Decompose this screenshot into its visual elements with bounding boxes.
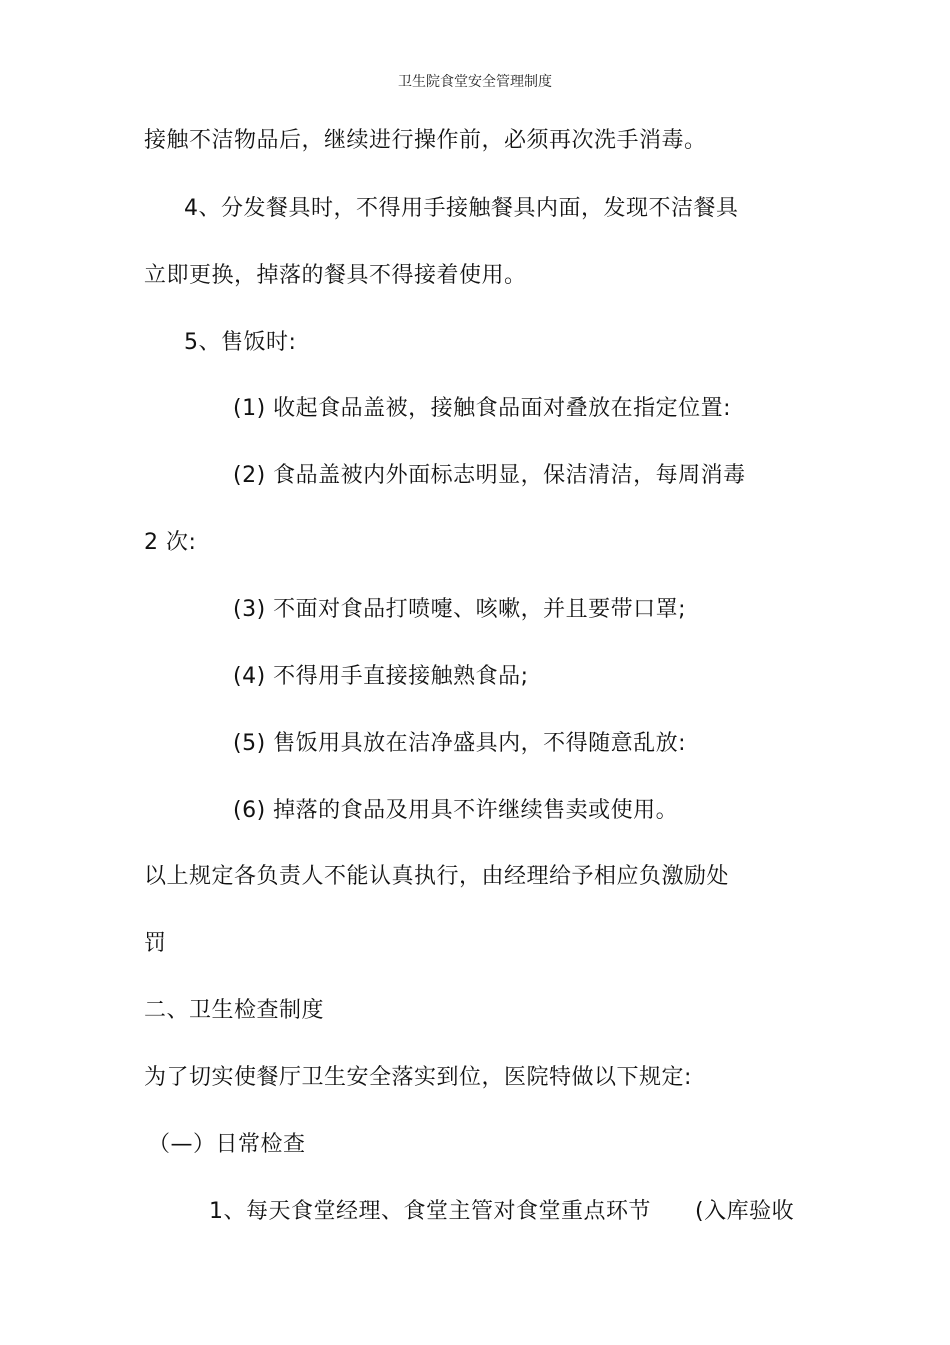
list-item-1 bbox=[209, 1197, 794, 1227]
list-item-text: 1、每天食堂经理、食堂主管对食堂重点环节 bbox=[209, 1199, 651, 1224]
subsection-heading: （—）日常检查 bbox=[148, 1132, 306, 1157]
sub-item-4: (4) 不得用手直接接触熟食品; bbox=[233, 664, 529, 689]
paragraph-line: 罚 bbox=[144, 931, 167, 956]
paragraph-line: 为了切实使餐厅卫生安全落实到位，医院特做以下规定: bbox=[144, 1065, 692, 1090]
paragraph-line: 2 次: bbox=[144, 530, 197, 555]
list-item-5: 5、售饭时: bbox=[184, 330, 297, 355]
sub-item-6: (6) 掉落的食品及用具不许继续售卖或使用。 bbox=[233, 798, 679, 823]
sub-item-2: (2) 食品盖被内外面标志明显，保洁清洁，每周消毒 bbox=[233, 463, 746, 488]
list-item-4: 4、分发餐具时，不得用手接触餐具内面，发现不洁餐具 bbox=[184, 196, 739, 221]
paragraph-line: 立即更换，掉落的餐具不得接着使用。 bbox=[144, 263, 527, 288]
sub-item-3: (3) 不面对食品打喷嚏、咳嗽，并且要带口罩; bbox=[233, 597, 687, 622]
paragraph-line: 接触不洁物品后，继续进行操作前，必须再次洗手消毒。 bbox=[144, 128, 707, 153]
sub-item-5: (5) 售饭用具放在洁净盛具内，不得随意乱放: bbox=[233, 731, 687, 756]
sub-item-1: (1) 收起食品盖被，接触食品面对叠放在指定位置: bbox=[233, 396, 732, 421]
list-item-text-continued: (入库验收 bbox=[695, 1199, 795, 1224]
section-heading: 二、卫生检查制度 bbox=[144, 998, 325, 1023]
page-header-title: 卫生院食堂安全管理制度 bbox=[398, 74, 552, 90]
paragraph-line: 以上规定各负责人不能认真执行，由经理给予相应负激励处 bbox=[144, 864, 730, 889]
